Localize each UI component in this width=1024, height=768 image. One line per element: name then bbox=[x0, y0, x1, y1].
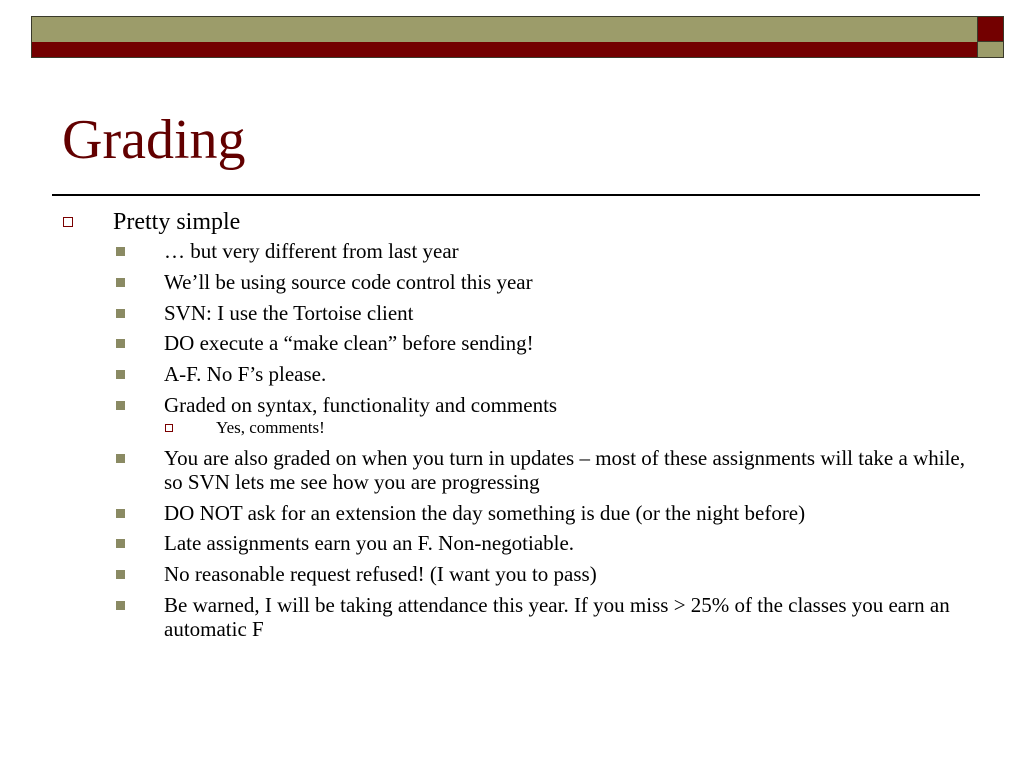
bullet-item bbox=[0, 207, 1024, 237]
sub-sub-bullet-item bbox=[0, 418, 1024, 438]
sub-bullet-item bbox=[0, 593, 1024, 641]
sub-bullet-item bbox=[0, 301, 1024, 325]
bullet-text: Pretty simple bbox=[113, 209, 241, 235]
sub-bullet-item bbox=[0, 362, 1024, 386]
filled-square-bullet-icon bbox=[116, 309, 125, 318]
bullet-text: Late assignments earn you an F. Non-negotiable. bbox=[164, 531, 575, 556]
sub-bullet-item bbox=[0, 562, 1024, 586]
filled-square-bullet-icon bbox=[116, 570, 125, 579]
sub-bullet-item bbox=[0, 239, 1024, 263]
bullet-text: Graded on syntax, functionality and comments bbox=[164, 392, 558, 417]
sub-bullet-item bbox=[0, 501, 1024, 525]
filled-square-bullet-icon bbox=[116, 539, 125, 548]
banner-bottom-band bbox=[32, 42, 977, 57]
banner-corner-bottom bbox=[977, 41, 1004, 58]
bullet-text: DO execute a “make clean” before sending! bbox=[164, 331, 534, 356]
slide-title: Grading bbox=[62, 109, 246, 171]
banner-top-band bbox=[32, 17, 977, 42]
bullet-text: You are also graded on when you turn in updates – most of these assignments will take a while, so SVN lets me see how you are progressing bbox=[164, 445, 965, 494]
bullet-text: A-F. No F’s please. bbox=[164, 362, 327, 387]
hollow-square-bullet-icon bbox=[165, 424, 173, 432]
sub-bullet-item bbox=[0, 331, 1024, 355]
sub-bullet-item bbox=[0, 270, 1024, 294]
bullet-text: No reasonable request refused! (I want you to pass) bbox=[164, 562, 597, 587]
bullet-text: DO NOT ask for an extension the day something is due (or the night before) bbox=[164, 500, 806, 525]
filled-square-bullet-icon bbox=[116, 401, 125, 410]
filled-square-bullet-icon bbox=[116, 509, 125, 518]
bullet-text: We’ll be using source code control this year bbox=[164, 269, 533, 294]
bullet-text: Be warned, I will be taking attendance this year. If you miss > 25% of the classes you earn an automatic F bbox=[164, 592, 950, 641]
bullet-text: … but very different from last year bbox=[164, 239, 459, 263]
header-banner bbox=[31, 16, 978, 58]
filled-square-bullet-icon bbox=[116, 370, 125, 379]
slide-body bbox=[0, 207, 1024, 648]
filled-square-bullet-icon bbox=[116, 339, 125, 348]
bullet-text: Yes, comments! bbox=[216, 417, 325, 437]
bullet-text: SVN: I use the Tortoise client bbox=[164, 300, 414, 325]
filled-square-bullet-icon bbox=[116, 454, 125, 463]
sub-bullet-item bbox=[0, 446, 1024, 494]
filled-square-bullet-icon bbox=[116, 247, 125, 256]
banner-corner-top bbox=[977, 16, 1004, 42]
hollow-square-bullet-icon bbox=[63, 217, 73, 227]
sub-bullet-item bbox=[0, 393, 1024, 417]
filled-square-bullet-icon bbox=[116, 601, 125, 610]
sub-bullet-item bbox=[0, 531, 1024, 555]
filled-square-bullet-icon bbox=[116, 278, 125, 287]
title-divider bbox=[52, 194, 980, 196]
